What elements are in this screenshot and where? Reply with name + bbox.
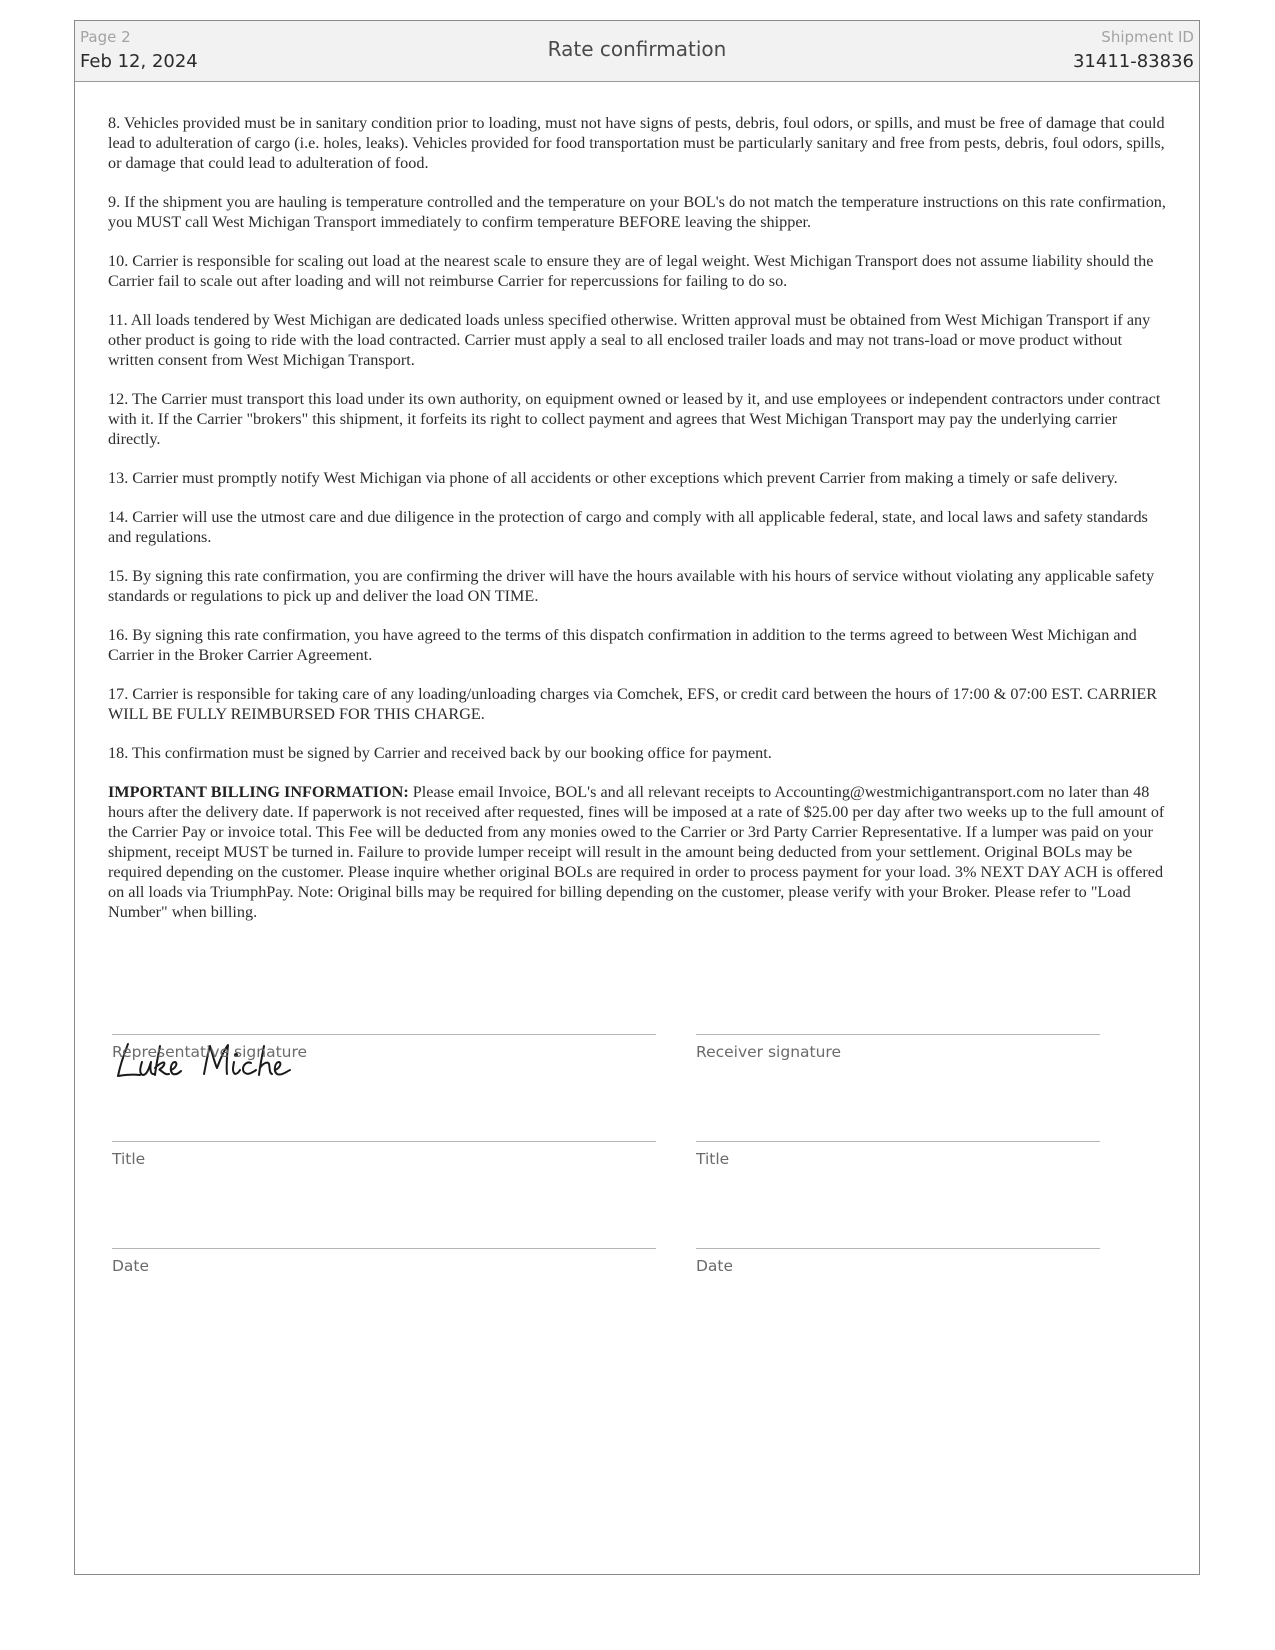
shipment-id-value: 31411-83836 — [1072, 51, 1194, 72]
right-title-line[interactable] — [696, 1141, 1100, 1142]
right-date-label: Date — [696, 1257, 734, 1275]
term-17: 17. Carrier is responsible for taking care of any loading/unloading charges via Comchek, EFS, or credit card between the hours of 17:00 & 07:00 EST. CARRIER WILL BE FULLY REIMBURSED FOR THIS CHARGE. — [108, 685, 1158, 723]
left-date-label: Date — [112, 1257, 150, 1275]
term-8: 8. Vehicles provided must be in sanitary condition prior to loading, must not have signs of pests, debris, foul odors, or spills, and must be free of damage that could lead to adulteration of cargo (i.e. holes, leaks). Vehicles provided for food transportation must be particularly sanitary and free from pests, debris, foul odors, spills, or damage that could lead to adulteration of food. — [108, 114, 1165, 172]
term-12: 12. The Carrier must transport this load under its own authority, on equipment owned or leased by it, and use employees or independent contractors under contract with it. If the Carrier "brokers" this shipment, it forfeits its right to collect payment and agrees that West Michigan Transport may pay the underlying carrier directly. — [108, 390, 1161, 448]
document-title: Rate confirmation — [547, 37, 727, 61]
shipment-id-label: Shipment ID — [1101, 28, 1194, 46]
receiver-signature-line[interactable] — [696, 1034, 1100, 1035]
receiver-signature-label: Receiver signature — [696, 1043, 841, 1061]
term-18: 18. This confirmation must be signed by Carrier and received back by our booking office for payment. — [108, 744, 772, 762]
billing-info — [108, 782, 1168, 922]
billing-text: Please email Invoice, BOL's and all relevant receipts to Accounting@westmichigantransport.com no later than 48 hours after the delivery date. If paperwork is not received after requested, fines will be imposed at a rate of $25.00 per day after two weeks up to the full amount of the Carrier Pay or invoice total. This Fee will be deducted from any monies owed to the Carrier or 3rd Party Carrier Representative. If a lumper was paid on your shipment, receipt MUST be turned in. Failure to provide lumper receipt will result in the amount being deducted from your settlement. Original BOLs may be required depending on the customer. Please inquire whether original BOLs are required in order to process payment for your load. 3% NEXT DAY ACH is offered on all loads via TriumphPay. Note: Original bills may be required for billing depending on the customer, please verify with your Broker. Please refer to "Load Number" when billing. — [108, 783, 1165, 921]
page-label: Page 2 — [80, 28, 131, 46]
document-date: Feb 12, 2024 — [80, 51, 198, 72]
terms-section — [108, 113, 1168, 941]
representative-signature-label: Representative signature — [112, 1043, 308, 1061]
term-16: 16. By signing this rate confirmation, you have agreed to the terms of this dispatch confirmation in addition to the terms agreed to between West Michigan and Carrier in the Broker Carrier Agreement. — [108, 626, 1137, 664]
term-11: 11. All loads tendered by West Michigan are dedicated loads unless specified otherwise. Written approval must be obtained from West Michigan Transport if any other product is going to ride with the load contracted. Carrier must apply a seal to all enclosed trailer loads and may not trans-load or move product without written consent from West Michigan Transport. — [108, 311, 1151, 369]
term-14: 14. Carrier will use the utmost care and due diligence in the protection of cargo and comply with all applicable federal, state, and local laws and safety standards and regulations. — [108, 508, 1148, 546]
left-title-label: Title — [112, 1150, 146, 1168]
right-date-line[interactable] — [696, 1248, 1100, 1249]
right-title-label: Title — [696, 1150, 730, 1168]
term-15: 15. By signing this rate confirmation, you are confirming the driver will have the hours available with his hours of service without violating any applicable safety standards or regulations to pick up and deliver the load ON TIME. — [108, 567, 1155, 605]
document-header — [75, 21, 1199, 82]
left-date-line[interactable] — [112, 1248, 656, 1249]
term-9: 9. If the shipment you are hauling is temperature controlled and the temperature on your BOL's do not match the temperature instructions on this rate confirmation, you MUST call West Michigan Transport immediately to confirm temperature BEFORE leaving the shipper. — [108, 193, 1166, 231]
billing-heading: IMPORTANT BILLING INFORMATION: — [108, 783, 409, 801]
term-10: 10. Carrier is responsible for scaling out load at the nearest scale to ensure they are of legal weight. West Michigan Transport does not assume liability should the Carrier fail to scale out after loading and will not reimburse Carrier for repercussions for failing to do so. — [108, 252, 1154, 290]
term-13: 13. Carrier must promptly notify West Michigan via phone of all accidents or other exceptions which prevent Carrier from making a timely or safe delivery. — [108, 469, 1118, 487]
representative-signature-line[interactable] — [112, 1034, 656, 1035]
left-title-line[interactable] — [112, 1141, 656, 1142]
